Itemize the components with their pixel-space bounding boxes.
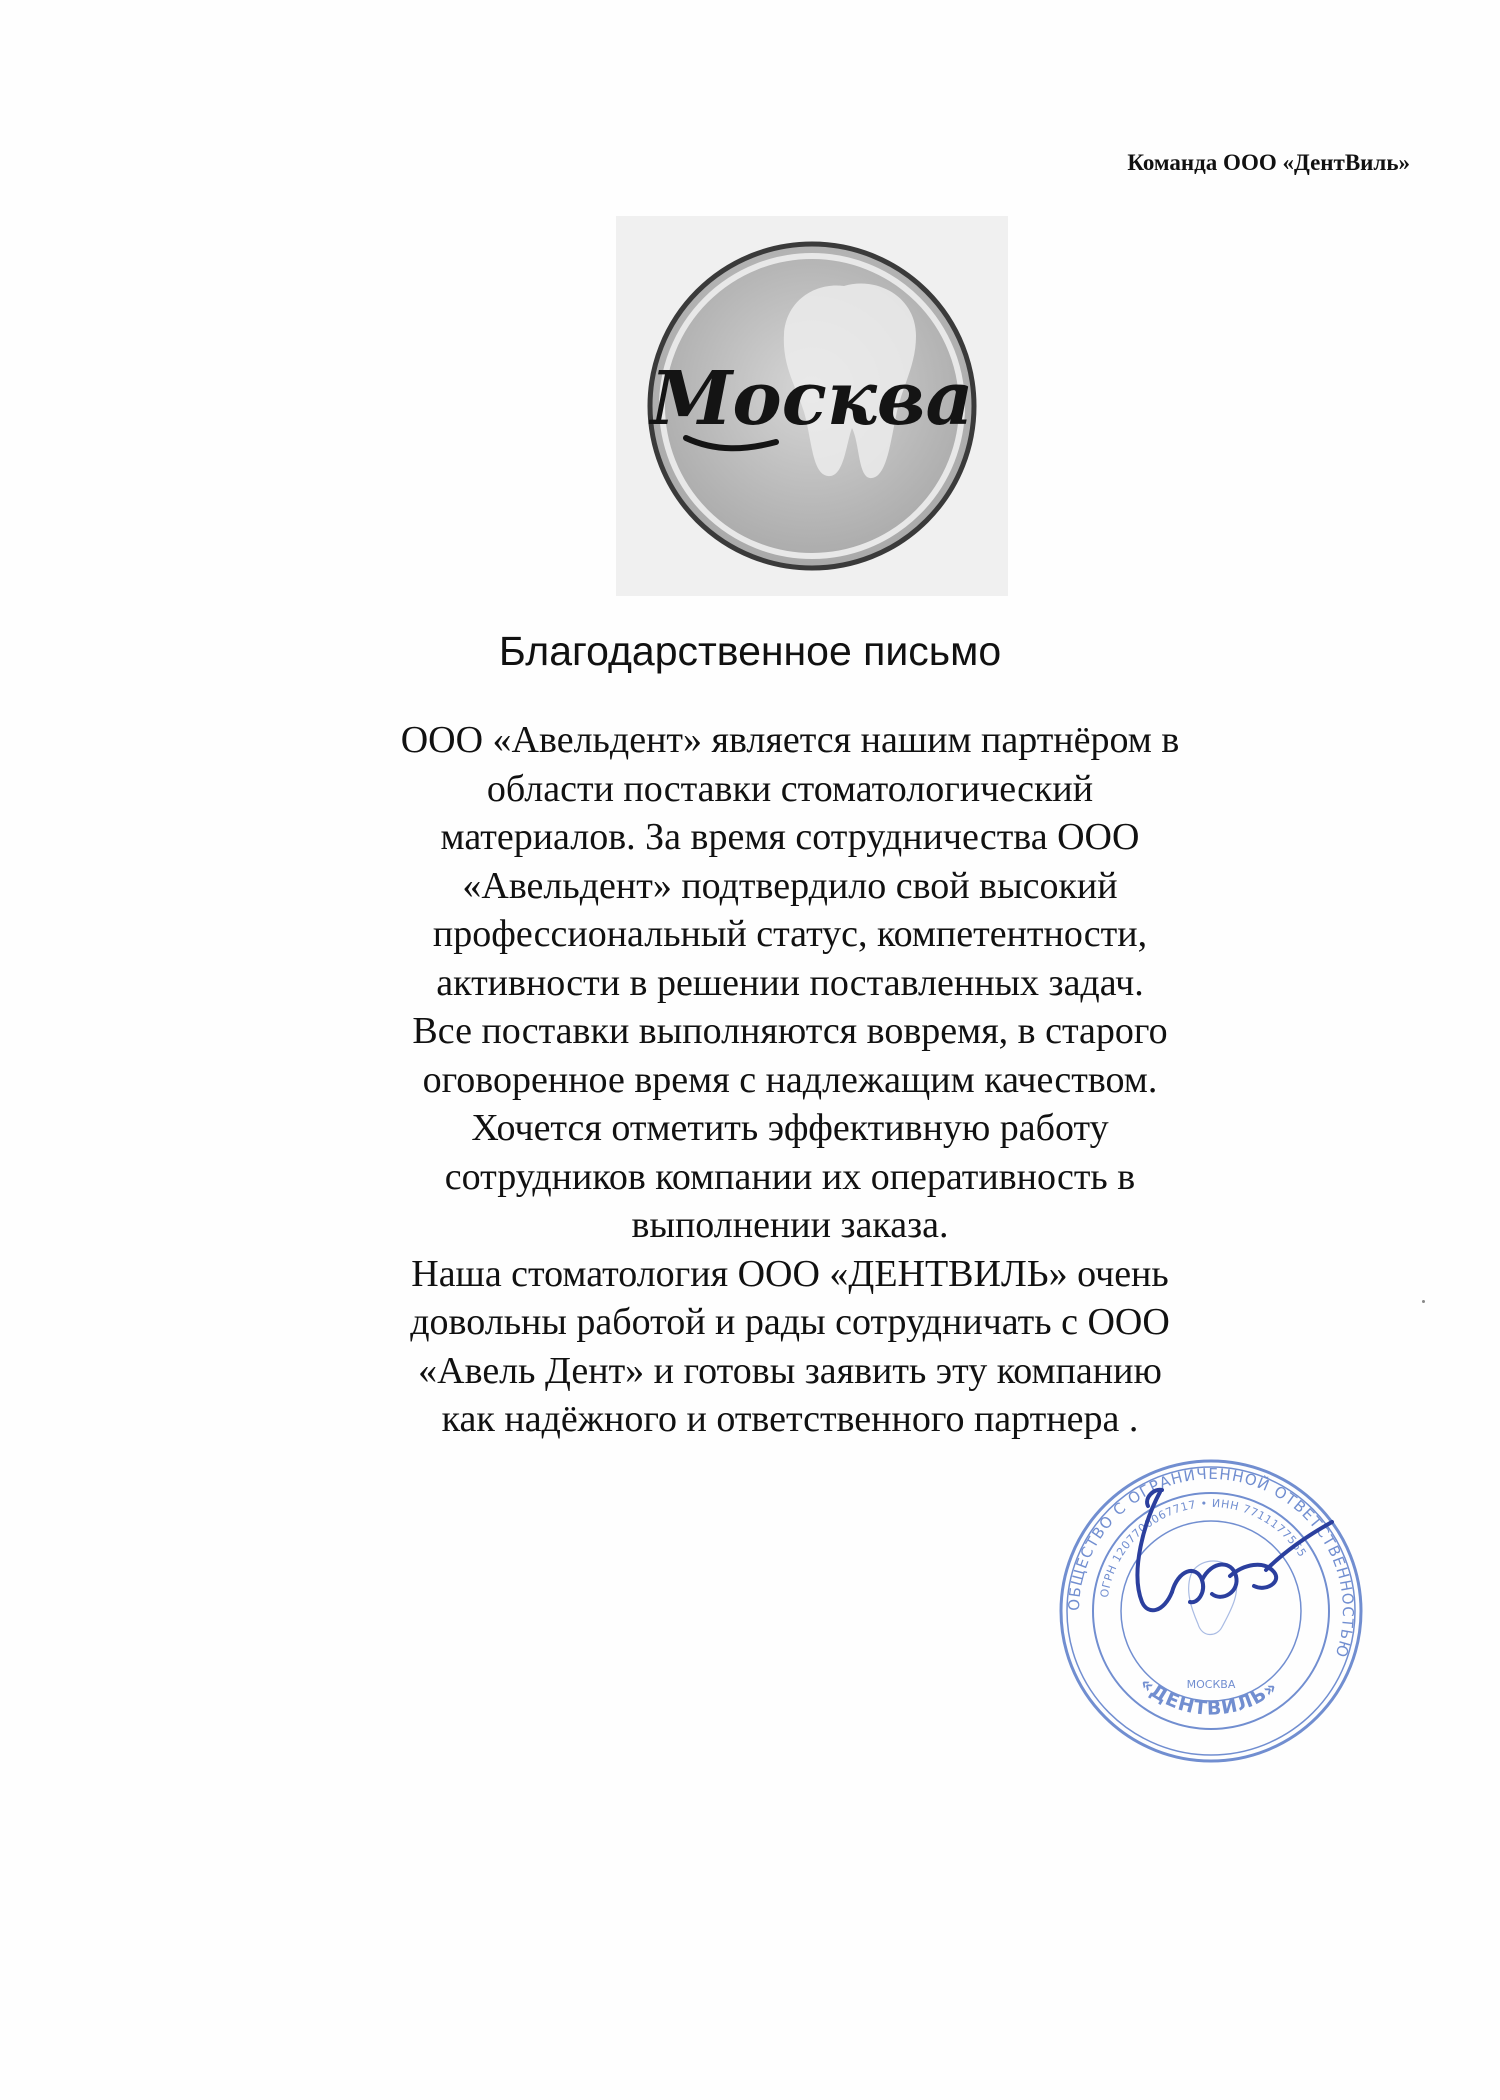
- body-line: области поставки стоматологический: [486, 767, 1094, 810]
- body-line: Хочется отметить эффективную работу: [471, 1107, 1109, 1149]
- stamp-name: «ДЕНТВИЛЬ»: [1135, 1672, 1283, 1720]
- stamp-ring-text: ОБЩЕСТВО С ОГРАНИЧЕННОЙ ОТВЕТСТВЕННОСТЬЮ: [1064, 1464, 1358, 1661]
- body-line: сотрудников компании их оперативность в: [444, 1155, 1136, 1198]
- body-line: как надёжного и ответственного партнера .: [441, 1398, 1139, 1440]
- stamp-inner-ring-text: ОГРН 1207700067717 • ИНН 7711177565: [1097, 1496, 1309, 1599]
- stamp-city: МОСКВА: [1186, 1678, 1236, 1691]
- body-line: «Авель Дент» и готовы заявить эту компанию: [418, 1349, 1162, 1392]
- body-line: Все поставки выполняются вовремя, в старого: [412, 1010, 1168, 1052]
- letter-title: Благодарственное письмо: [498, 628, 1002, 674]
- company-header: Команда ООО «ДентВиль»: [1127, 150, 1410, 175]
- body-line: Наша стоматология ООО «ДЕНТВИЛЬ» очень: [411, 1252, 1169, 1295]
- body-line: ООО «Авельдент» является нашим партнёром в: [400, 719, 1180, 761]
- scan-speck: [1422, 1300, 1425, 1303]
- body-line: активности в решении поставленных задач.: [436, 961, 1144, 1004]
- body-line: довольны работой и рады сотрудничать с ООО: [410, 1301, 1170, 1343]
- moskva-logo: [616, 216, 1008, 596]
- body-line: материалов. За время сотрудничества ООО: [440, 816, 1140, 858]
- body-line: профессиональный статус, компетентности,: [432, 913, 1148, 955]
- company-stamp: [1052, 1452, 1370, 1770]
- letter-body: [300, 716, 1280, 1444]
- body-line: оговоренное время с надлежащим качеством.: [422, 1058, 1158, 1101]
- body-line: «Авельдент» подтвердило свой высокий: [462, 864, 1118, 907]
- body-line: выполнении заказа.: [631, 1204, 949, 1246]
- logo-script-text: Москва: [650, 356, 974, 442]
